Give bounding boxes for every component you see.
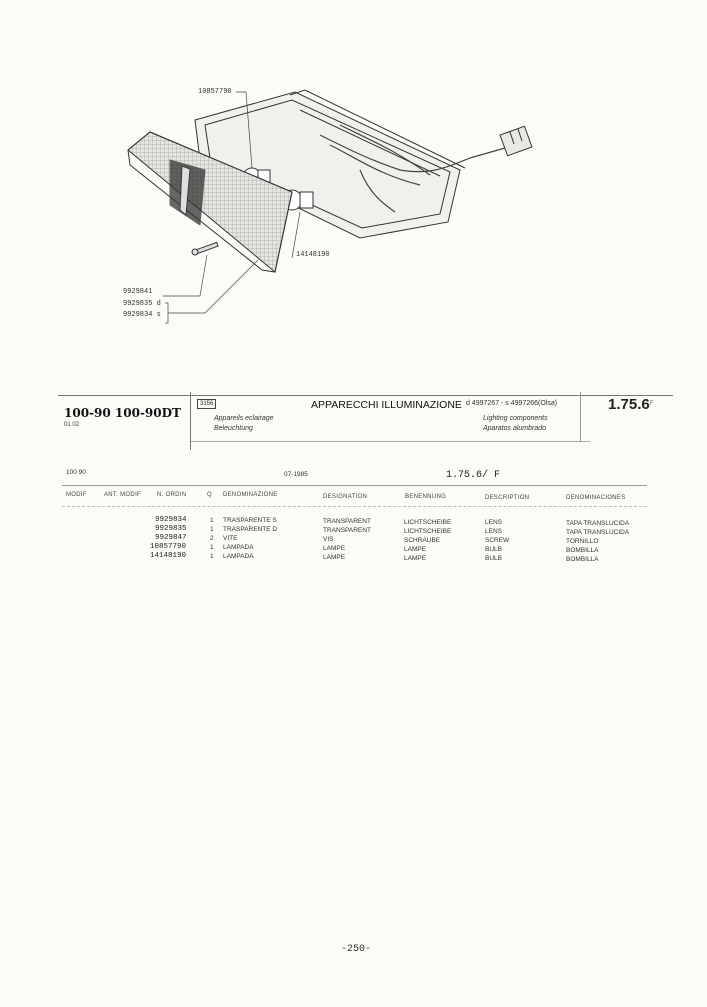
table-row-es: TAPA TRANSLUCIDA: [566, 529, 630, 536]
model-sub: 01 02: [64, 422, 80, 428]
title-fr: Appareils eclairage: [214, 415, 274, 422]
callout-14148190: 14148190: [296, 251, 330, 259]
table-row-part: 9929834: [155, 516, 187, 524]
table-row-fr: TRANSPARENT: [323, 518, 371, 525]
title-es: Aparatos alumbrado: [483, 425, 547, 432]
table-header-rule: [62, 506, 647, 507]
table-row-de: LAMPE: [404, 555, 427, 562]
table-row-en: SCREW: [485, 537, 510, 544]
section-title: APPARECCHI ILLUMINAZIONE: [311, 399, 462, 411]
section-code: 3156: [197, 399, 216, 409]
table-row-part: 9929847: [155, 534, 187, 542]
col-qty: Q: [207, 492, 212, 498]
callout-10857790: 10857790: [198, 88, 232, 96]
date-ref: 07-1985: [284, 471, 308, 478]
table-row-fr: VIS: [323, 536, 334, 543]
col-description: DESCRIPTION: [485, 495, 530, 501]
header-divider-right: [580, 392, 581, 442]
col-modif: MODIF: [66, 492, 87, 498]
table-row-it: VITE: [223, 535, 238, 542]
table-row-qty: 1: [210, 544, 214, 551]
page-code: 1.75.6: [608, 396, 650, 413]
table-row-part: 9929835: [155, 525, 187, 533]
table-row-it: TRASPARENTE D: [223, 526, 278, 533]
table-row-es: BOMBILLA: [566, 556, 599, 563]
table-row-qty: 2: [210, 535, 214, 542]
table-row-en: BULB: [485, 546, 502, 553]
table-row-en: LENS: [485, 528, 502, 535]
table-top-rule: [62, 485, 647, 486]
callout-9929834: 9929834 s: [123, 311, 161, 319]
callout-9929841: 9929841: [123, 288, 153, 296]
table-row-it: LAMPADA: [223, 553, 254, 560]
model-name: 100-90 100-90DT: [64, 406, 181, 420]
table-row-part: 10857790: [150, 543, 187, 551]
table-row-es: BOMBILLA: [566, 547, 599, 554]
table-row-de: LICHTSCHEIBE: [404, 528, 452, 535]
col-designation: DESIGNATION: [323, 494, 368, 500]
header-divider-left: [190, 392, 191, 450]
table-row-part: 14148190: [150, 552, 187, 560]
table-row-qty: 1: [210, 517, 214, 524]
page-code-suffix: F: [650, 401, 654, 407]
table-row-en: LENS: [485, 519, 502, 526]
connector: [500, 126, 532, 156]
col-denominazione: DENOMINAZIONE: [223, 492, 278, 498]
table-row-fr: LAMPE: [323, 545, 346, 552]
table-row-fr: TRANSPARENT: [323, 527, 371, 534]
page-number: -250-: [341, 944, 372, 955]
table-row-es: TORNILLO: [566, 538, 599, 545]
lamp-exploded-diagram: [0, 0, 707, 380]
table-row-en: BULB: [485, 555, 502, 562]
table-row-qty: 1: [210, 526, 214, 533]
col-benennung: BENENNUNG: [405, 494, 447, 500]
table-row-fr: LAMPE: [323, 554, 346, 561]
code-ref: 1.75.6/ F: [446, 470, 501, 481]
callout-9929835: 9929835 d: [123, 300, 161, 308]
table-row-de: LICHTSCHEIBE: [404, 519, 452, 526]
model-ref: 100 90: [66, 469, 86, 476]
title-de: Beleuchtung: [214, 425, 253, 432]
table-row-it: LAMPADA: [223, 544, 254, 551]
table-row-es: TAPA TRANSLUCIDA: [566, 520, 630, 527]
table-row-de: LAMPE: [404, 546, 427, 553]
table-row-qty: 1: [210, 553, 214, 560]
col-n-ordin: N. ORDIN: [157, 492, 187, 498]
col-denominaciones: DENOMINACIONES: [566, 495, 626, 501]
title-en: Lighting components: [483, 415, 548, 422]
serial-range: d 4997267 - s 4997266(Olsa): [466, 400, 558, 407]
header-bottom-rule: [190, 441, 590, 442]
col-ant-modif: ANT. MODIF: [104, 492, 141, 498]
table-row-de: SCHRAUBE: [404, 537, 441, 544]
table-row-it: TRASPARENTE S: [223, 517, 277, 524]
screw: [192, 242, 218, 255]
